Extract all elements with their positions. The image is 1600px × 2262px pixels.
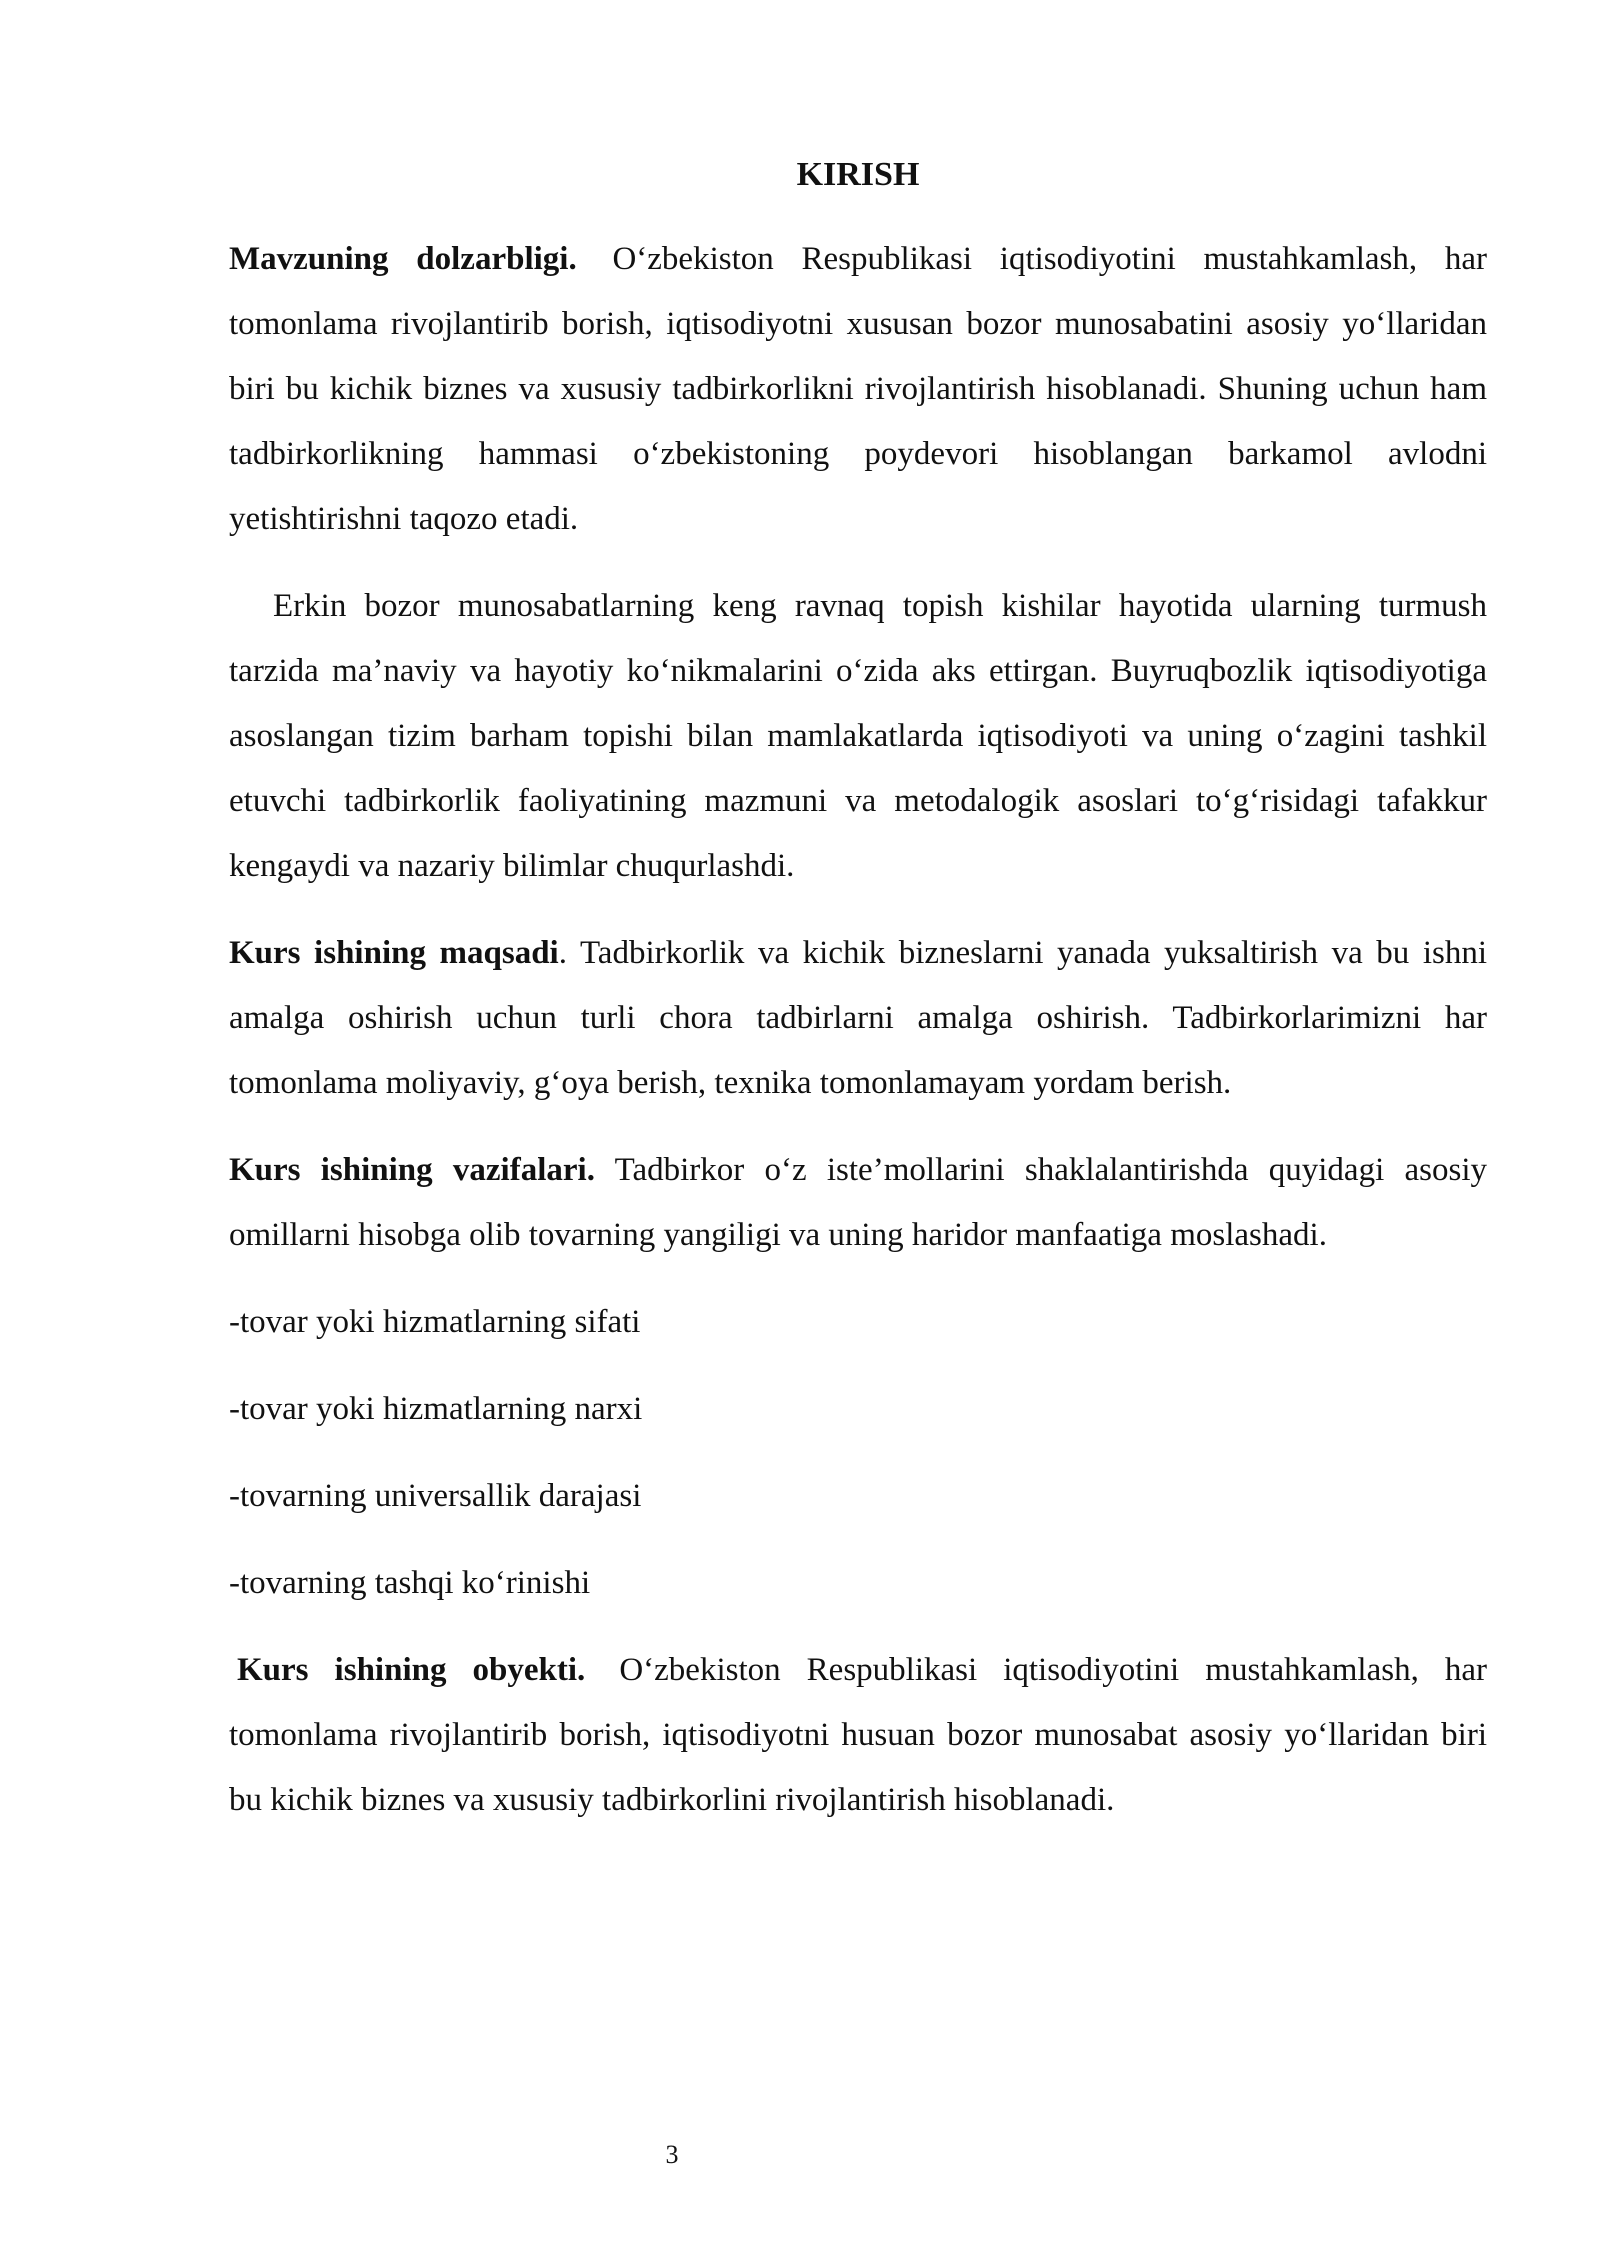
list-item: -tovarning tashqi ko‘rinishi [229,1565,591,1601]
paragraph-text: Tadbirkor o‘z iste’mollarini shaklalantirishda quyidagi asosiy omillarni hisobga olib tovarning yangiligi va uning haridor manfaatiga moslashadi. [229,1152,1487,1253]
page-number: 3 [665,2140,679,2169]
paragraph-dolzarblik [229,227,1487,552]
list-item: -tovar yoki hizmatlarning sifati [229,1304,641,1340]
paragraph-lead: Kurs ishining obyekti. [237,1652,586,1688]
paragraph-vazifalar [229,1138,1487,1268]
list-item: -tovar yoki hizmatlarning narxi [229,1391,643,1427]
paragraph-lead: Kurs ishining maqsadi [229,935,559,971]
paragraph-erkin-bozor [229,574,1487,899]
paragraph-lead: Mavzuning dolzarbligi. [229,241,577,277]
paragraph-text: Erkin bozor munosabatlarning keng ravnaq topish kishilar hayotida ularning turmush tarzida ma’naviy va hayotiy ko‘nikmalarini o‘zida aks ettirgan. Buyruqbozlik iqtisodiyotiga asoslangan tizim barham topishi bilan mamlakatlarda iqtisodiyoti va uning o‘zagini tashkil etuvchi tadbirkorlik faoliyatining mazmuni va metodalogik asoslari to‘g‘risidagi tafakkur kengaydi va nazariy bilimlar chuqurlashdi. [229,588,1487,884]
paragraph-text: O‘zbekiston Respublikasi iqtisodiyotini mustahkamlash, har tomonlama rivojlantirib borish, iqtisodiyotni xususan bozor munosabatini asosiy yo‘llaridan biri bu kichik biznes va xususiy tadbirkorlikni rivojlantirish hisoblanadi. Shuning uchun ham tadbirkorlikning hammasi o‘zbekistoning poydevori hisoblangan barkamol avlodni yetishtirishni taqozo etadi. [229,241,1487,537]
paragraph-lead: Kurs ishining vazifalari. [229,1152,595,1188]
page-content [229,145,1487,1833]
paragraph-obyekt [229,1638,1487,1833]
paragraph-text: . Tadbirkorlik va kichik bizneslarni yanada yuksaltirish va bu ishni amalga oshirish uchun turli chora tadbirlarni amalga oshirish. Tadbirkorlarimizni har tomonlama moliyaviy, g‘oya berish, texnika tomonlamayam yordam berish. [229,935,1488,1101]
paragraph-maqsad [229,921,1487,1116]
list-item: -tovarning universallik darajasi [229,1478,642,1514]
paragraph-text: O‘zbekiston Respublikasi iqtisodiyotini mustahkamlash, har tomonlama rivojlantirib borish, iqtisodiyotni husuan bozor munosabat asosiy yo‘llaridan biri bu kichik biznes va xususiy tadbirkorlini rivojlantirish hisoblanadi. [229,1652,1488,1818]
page-title: KIRISH [796,156,920,193]
